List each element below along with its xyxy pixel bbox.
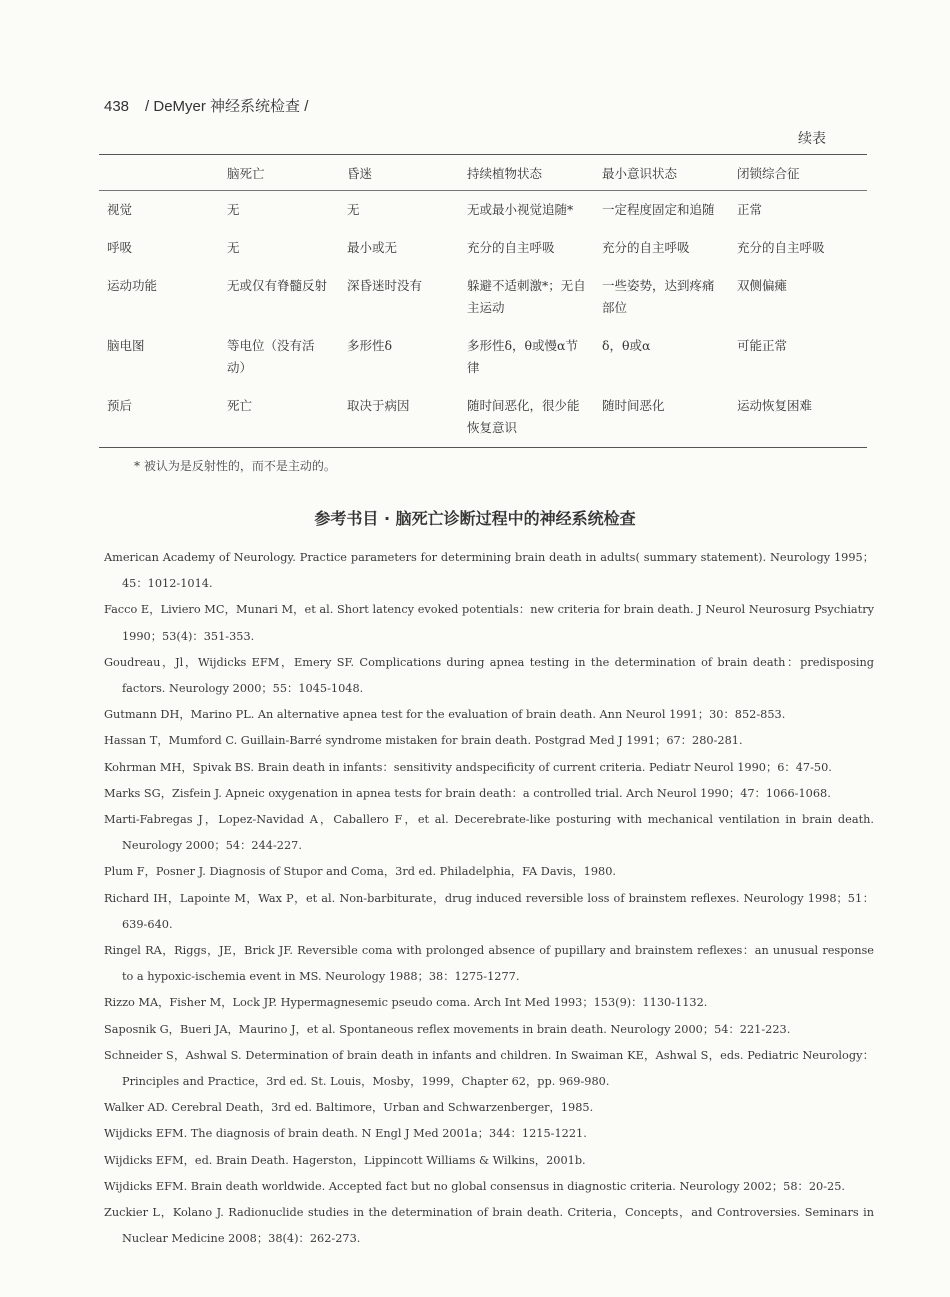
reference-item: Wijdicks EFM. The diagnosis of brain death. N Engl J Med 2001a；344：1215-1221. — [104, 1127, 587, 1141]
table-cell: 无 — [227, 202, 240, 217]
reference-item: Goudreau，Jl，Wijdicks EFM，Emery SF. Complications during apnea testing in the determination of brain death：predisposing factors. Neurology 2000；55：1045-1048. — [104, 655, 874, 696]
reference-item: Marks SG，Zisfein J. Apneic oxygenation in apnea tests for brain death：a controlled trial. Arch Neurol 1990；47：1066-1068. — [104, 786, 831, 800]
continued-label: 续表 — [798, 131, 826, 147]
table-cell: 等电位（没有活动） — [227, 338, 315, 375]
table-row — [99, 229, 867, 267]
row-header: 运动功能 — [107, 278, 158, 293]
page-number: 438 — [104, 98, 130, 115]
running-title: / DeMyer 神经系统检查 / — [145, 98, 309, 115]
reference-item: Kohrman MH，Spivak BS. Brain death in infants：sensitivity andspecificity of current criteria. Pediatr Neurol 1990；6：47-50. — [104, 760, 832, 774]
row-header: 视觉 — [107, 202, 133, 217]
table-cell: 无或仅有脊髓反射 — [227, 278, 328, 293]
reference-item: Schneider S，Ashwal S. Determination of brain death in infants and children. In Swaiman KE，Ashwal S，eds. Pediatric Neurology：Principles and Practice，3rd ed. St. Louis，Mosby，1999，Chapter 62，pp. 969-980. — [104, 1048, 874, 1089]
table-cell: 可能正常 — [737, 338, 788, 353]
reference-item: Walker AD. Cerebral Death，3rd ed. Baltimore，Urban and Schwarzenberger，1985. — [104, 1101, 594, 1115]
table-row — [99, 327, 867, 387]
column-header: 脑死亡 — [219, 155, 339, 191]
table-row — [99, 267, 867, 327]
table-cell: 死亡 — [219, 387, 339, 448]
table-cell: 无 — [347, 202, 360, 217]
table-header-row — [99, 155, 867, 191]
reference-item: Richard IH，Lapointe M，Wax P，et al. Non-barbiturate，drug induced reversible loss of brainstem reflexes. Neurology 1998；51：639-640. — [104, 891, 874, 931]
table-cell: 躲避不适刺激*；无自主运动 — [467, 278, 586, 315]
reference-item: Ringel RA，Riggs，JE，Brick JF. Reversible coma with prolonged absence of pupillary and brainstem reflexes：an unusual response to a hypoxic-ischemia event in MS. Neurology 1988；38：1275-1277. — [104, 944, 874, 984]
table-cell: 无或最小视觉追随* — [467, 202, 574, 217]
reference-item: Marti-Fabregas J，Lopez-Navidad A，Caballero F，et al. Decerebrate-like posturing with mechanical ventilation in brain death. Neurology 2000；54：244-227. — [104, 813, 874, 853]
row-header: 预后 — [99, 387, 219, 448]
table-cell: 多形性δ，θ或慢α节律 — [467, 338, 578, 375]
reference-item: Saposnik G，Bueri JA，Maurino J，et al. Spontaneous reflex movements in brain death. Neurology 2000；54：221-223. — [104, 1022, 791, 1036]
table-footnote: * 被认为是反射性的，而不是主动的。 — [134, 459, 336, 473]
table-cell: 深昏迷时没有 — [347, 278, 423, 293]
table-cell: 正常 — [737, 202, 763, 217]
column-header: 最小意识状态 — [594, 155, 729, 191]
reference-item: Zuckier L，Kolano J. Radionuclide studies in the determination of brain death. Criteria，Concepts，and Controversies. Seminars in Nuclear Medicine 2008；38(4)：262-273. — [104, 1206, 874, 1246]
table-cell: 充分的自主呼吸 — [737, 240, 825, 255]
table-cell: 多形性δ — [347, 338, 393, 353]
table-cell: 随时间恶化 — [594, 387, 729, 448]
reference-item: Plum F，Posner J. Diagnosis of Stupor and Coma，3rd ed. Philadelphia，FA Davis，1980. — [104, 865, 617, 879]
column-header: 持续植物状态 — [459, 155, 594, 191]
column-header: 昏迷 — [339, 155, 459, 191]
table-row — [99, 387, 867, 448]
table-cell: 最小或无 — [347, 240, 398, 255]
table-cell: 充分的自主呼吸 — [467, 240, 555, 255]
table-cell: 运动恢复困难 — [729, 387, 867, 448]
reference-item: Gutmann DH，Marino PL. An alternative apnea test for the evaluation of brain death. Ann Neurol 1991；30：852-853. — [104, 708, 786, 722]
reference-item: Wijdicks EFM. Brain death worldwide. Accepted fact but no global consensus in diagnostic criteria. Neurology 2002；58：20-25. — [104, 1179, 846, 1193]
reference-item: American Academy of Neurology. Practice parameters for determining brain death in adults( summary statement). Neurology 1995；45：1012-1014. — [104, 551, 874, 591]
row-header: 脑电图 — [107, 338, 145, 353]
table-cell: 取决于病因 — [339, 387, 459, 448]
reference-item: Hassan T，Mumford C. Guillain-Barré syndrome mistaken for brain death. Postgrad Med J 1991；67：280-281. — [104, 734, 743, 748]
page-header — [104, 95, 308, 116]
table-cell: 随时间恶化，很少能恢复意识 — [459, 387, 594, 448]
row-header: 呼吸 — [107, 240, 133, 255]
table-cell: 双侧偏瘫 — [737, 278, 788, 293]
table-cell: 无 — [227, 240, 240, 255]
table-row — [99, 191, 867, 230]
table-cell: 充分的自主呼吸 — [602, 240, 690, 255]
column-header — [99, 155, 219, 191]
table-cell: 一定程度固定和追随 — [602, 202, 715, 217]
reference-item: Rizzo MA，Fisher M，Lock JP. Hypermagnesemic pseudo coma. Arch Int Med 1993；153(9)：1130-1132. — [104, 996, 708, 1010]
table-cell: 一些姿势，达到疼痛部位 — [602, 278, 715, 315]
reference-list — [104, 545, 874, 1252]
reference-item: Facco E，Liviero MC，Munari M，et al. Short latency evoked potentials：new criteria for brain death. J Neurol Neurosurg Psychiatry 1990；53(4)：351-353. — [104, 603, 874, 643]
reference-item: Wijdicks EFM，ed. Brain Death. Hagerston，Lippincott Williams & Wilkins，2001b. — [104, 1153, 586, 1167]
column-header: 闭锁综合征 — [729, 155, 867, 191]
comparison-table — [99, 154, 867, 448]
section-title: 参考书目 · 脑死亡诊断过程中的神经系统检查 — [314, 509, 636, 528]
table-cell: δ，θ或α — [602, 338, 651, 353]
